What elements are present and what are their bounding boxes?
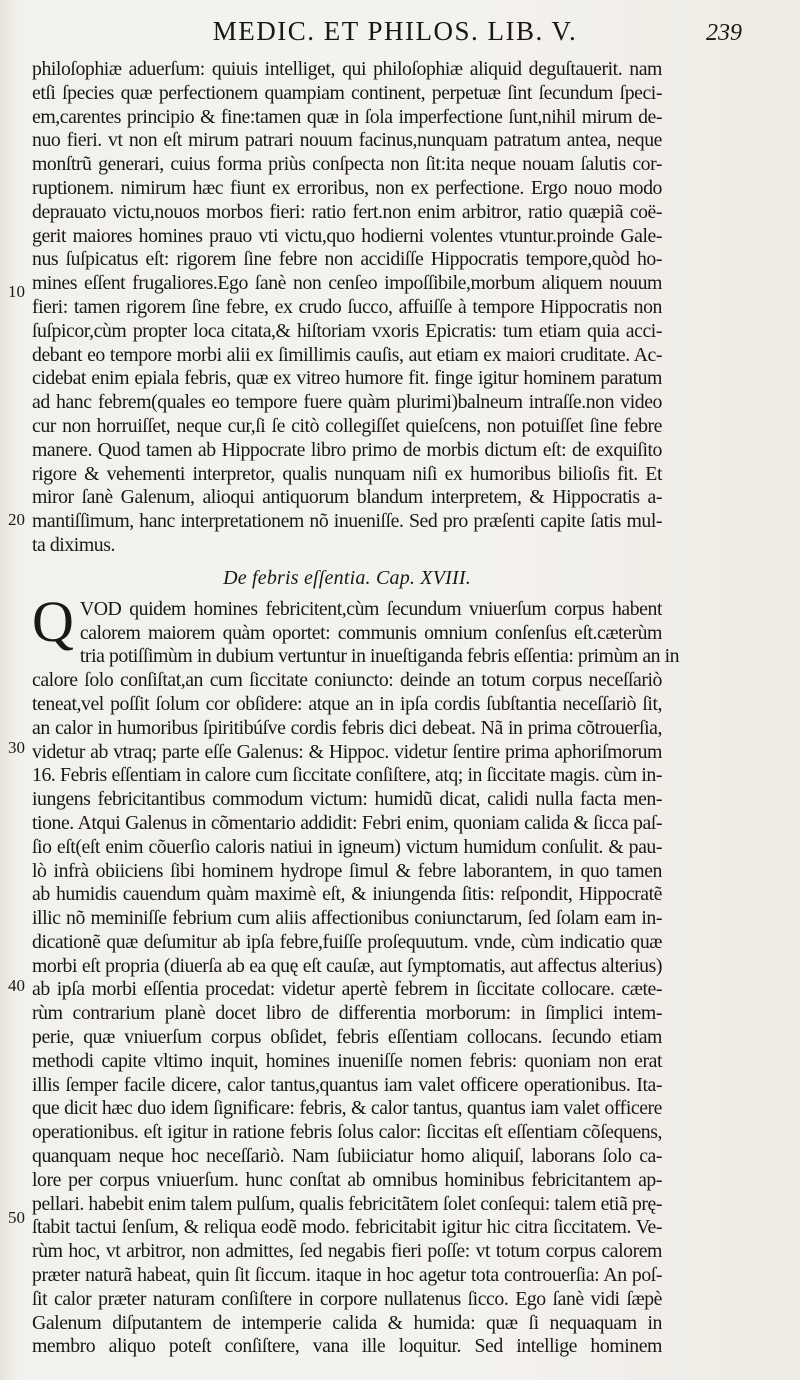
text-line: monſtrũ generari, cuius forma priùs conſpecta non ſit:ita neque nouam ſalutis cor- [32, 153, 662, 176]
text-line: quanquam neque hoc neceſſariò. Nam ſubiiciatur homo aliquiſ, laborans ſolo ca- [32, 1145, 662, 1168]
line-number-10: 10 [8, 282, 25, 301]
text-line: Galenum diſputantem de intemperie calida & humida: quæ ſi nequaquam in [32, 1311, 662, 1334]
line-number-20: 20 [8, 510, 25, 529]
line-number-30: 30 [8, 738, 25, 757]
text-line: calore ſolo conſiſtat,an cum ſiccitate coniuncto: deinde an totum corpus neceſſariò [32, 669, 662, 692]
text-line: ta diximus. [32, 533, 115, 556]
text-line: deprauato victu,nouos morbos fieri: ratio fert.non enim arbitror, ratio quæpiã coë- [32, 200, 662, 223]
text-line: philoſophiæ aduerſum: quiuis intelliget, qui philoſophiæ aliquid deguſtauerit. nam [32, 58, 662, 80]
text-line: rigore & vehementi interpretor, qualis nunquam niſi ex humoribus bilioſis fit. Et [32, 462, 662, 485]
drop-cap: Q [32, 588, 74, 654]
text-line: nuo fieri. vt non eſt mirum patrari nouum facinus,nunquam patratum antea, neque [32, 129, 662, 152]
text-line: membro aliquo poteſt conſiſtere, vana ille loquitur. Sed intellige hominem [32, 1335, 662, 1358]
text-line: miror ſanè Galenum, alioqui antiquorum blandum interpretem, & Hippocratis a- [32, 486, 662, 509]
text-line: manere. Quod tamen ab Hippocrate libro primo de morbis dictum eſt: de exquiſito [32, 438, 662, 461]
text-line: rùm contrarium planè docet libro de differentia morborum: in ſimplici intem- [32, 1002, 662, 1025]
text-line: debant eo tempore morbi alii ex ſimillimis cauſis, aut etiam ex maiori cruditate. Ac- [32, 343, 662, 366]
text-line: tione. Atqui Galenus in cõmentario addidit: Febri enim, quoniam calida & ſicca paſ- [32, 811, 662, 834]
text-line: teneat,vel poſſit ſolum cor obſidere: atque an in ipſa cordis ſubſtantia neceſſariò ſit, [32, 692, 662, 715]
text-line: 16. Febris eſſentiam in calore cum ſiccitate conſiſtere, atq; in ſiccitate magis. cùm in- [32, 764, 662, 787]
text-line: ſuſpicor,cùm propter loca citata,& hiſtoriam vxoris Epicratis: tum etiam quia acci- [32, 319, 662, 342]
text-line: pellari. habebit enim talem pulſum, qualis febricitãtem ſolet conſequi: talem etiã prę- [32, 1192, 662, 1215]
text-line: præter naturã habeat, quin ſit ſiccum. itaque in hoc agetur tota controuerſia: An poſ- [32, 1264, 662, 1287]
text-line: illic nõ meminiſſe febrium cum aliis affectionibus coniunctarum, ſed ſolam eam in- [32, 907, 662, 930]
text-line: ſtabit tactui ſenſum, & reliqua eodẽ modo. febricitabit igitur hic citra ſiccitatem. Ve- [32, 1216, 662, 1239]
text-line: ſio eſt(eſt enim cõuerſio caloris natiui in igneum) victum humidum conſulit. & pau- [32, 835, 662, 858]
line-number-40: 40 [8, 976, 25, 995]
text-line: videtur ab vtraq; parte eſſe Galenus: & Hippoc. videtur ſentire prima aphoriſmorum [32, 740, 662, 763]
page-number: 239 [706, 20, 742, 46]
text-line: em,carentes principio & fine:tamen quæ in ſola imperfectione ſunt,nihil mirum de- [32, 105, 662, 128]
text-line: cidebat enim epiala febris, quæ ex vitreo humore fit. finge igitur hominem paratum [32, 367, 662, 390]
text-line: ſit calor præter naturam conſiſtere in corpore nullatenus ſicco. Ego ſanè vidi ſæpè [32, 1287, 662, 1310]
body-text [32, 58, 680, 1359]
text-line: fieri: tamen rigorem ſine febre, ex crudo ſucco, affuiſſe à tempore Hippocratis non [32, 295, 662, 318]
text-line: que dicit hæc duo idem ſignificare: febris, & calor tantus, quantus iam valet officere [32, 1097, 662, 1120]
paragraph-chapter-18 [32, 588, 680, 1360]
text-line: mantiſſimum, hanc interpretationem nõ inueniſſe. Sed pro præſenti capite ſatis mul- [32, 510, 662, 533]
text-line: cur non horruiſſet, neque cur,ſi ſe citò collegiſſet quieſcens, non potuiſſet ſine febre [32, 414, 662, 437]
text-line: operationibus. eſt igitur in ratione febris ſolus calor: ſiccitas eſt eſſentiam cõſequens, [32, 1121, 662, 1144]
text-line: nus ſuſpicatus eſt: rigorem ſine febre non accidiſſe Hippocratis tempore,quòd ho- [32, 248, 662, 271]
text-line: rùm hoc, vt arbitror, non admittes, ſed negabis fieri poſſe: vt totum corpus calorem [32, 1240, 662, 1263]
text-line: gerit maiores homines prauo vti victu,quo hodierni volentes vtuntur.proinde Gale- [32, 224, 662, 247]
text-line: ruptionem. nimirum hæc fiunt ex erroribus, non ex perfectione. Ergo nouo modo [32, 176, 662, 199]
text-line: mines eſſent frugaliores.Ego ſanè non cenſeo impoſſibile,morbum aliquem nouum [32, 272, 662, 295]
text-line: tria potiſſimùm in dubium vertuntur in inueſtiganda febris eſſentia: primùm an in [79, 645, 680, 668]
chapter-heading: De febris eſſentia. Cap. XVIII. [223, 566, 471, 589]
line-number-50: 50 [8, 1208, 25, 1227]
text-line: an calor in humoribus ſpiritibúſve cordis febris dici debeat. Nã in prima cõtrouerſia, [32, 716, 662, 739]
text-line: lore per corpus vniuerſum. hunc conſtat ab omnibus hominibus febricitantem ap- [32, 1168, 662, 1191]
paragraph-continuation [32, 58, 662, 558]
text-line: iungens febricitantibus commodum victum: humidũ dicat, calidi nulla facta men- [32, 788, 662, 811]
text-line: morbi eſt propria (diuerſa ab ea quę eſt cauſæ, aut ſymptomatis, aut affectus alterius) [32, 954, 662, 977]
text-line: illis ſemper facile dicere, calor tantus,quantus iam valet officere operationibus. Ita- [32, 1073, 662, 1096]
running-head: MEDIC. ET PHILOS. LIB. V. [212, 16, 578, 46]
text-line: etſi ſpecies quæ perfectionem quampiam continent, perpetuæ ſint ſecundum ſpeci- [32, 81, 662, 104]
text-line: methodi capite vltimo inquit, homines inueniſſe nomen febris: quoniam non erat [32, 1049, 662, 1072]
text-line: calorem maiorem quàm oportet: communis omnium conſenſus eſt.cæterùm [79, 621, 662, 644]
text-line: ab ipſa morbi eſſentia procedat: videtur apertè febrem in ſiccitate collocare. cæte- [32, 978, 662, 1001]
text-line: ab humidis cauendum quàm maximè eſt, & iniungenda ſitis: reſpondit, Hippocratẽ [32, 883, 662, 906]
text-line: dicationẽ quæ deſumitur ab ipſa febre,fuiſſe proſequutum. vnde, cùm indicatio quæ [32, 930, 662, 953]
text-line: lò infrà obiiciens ſibi hominem hydrope ſimul & febre laborantem, in quo tamen [32, 859, 662, 882]
text-line: ad hanc febrem(quales eo tempore fuere quàm plurimi)balneum intraſſe.non video [32, 391, 662, 414]
text-line: VOD quidem homines febricitent,cùm ſecundum vniuerſum corpus habent [79, 597, 662, 620]
text-line: perie, quæ vniuerſum corpus obſidet, febris eſſentiam collocans. ſecundo etiam [32, 1026, 662, 1049]
